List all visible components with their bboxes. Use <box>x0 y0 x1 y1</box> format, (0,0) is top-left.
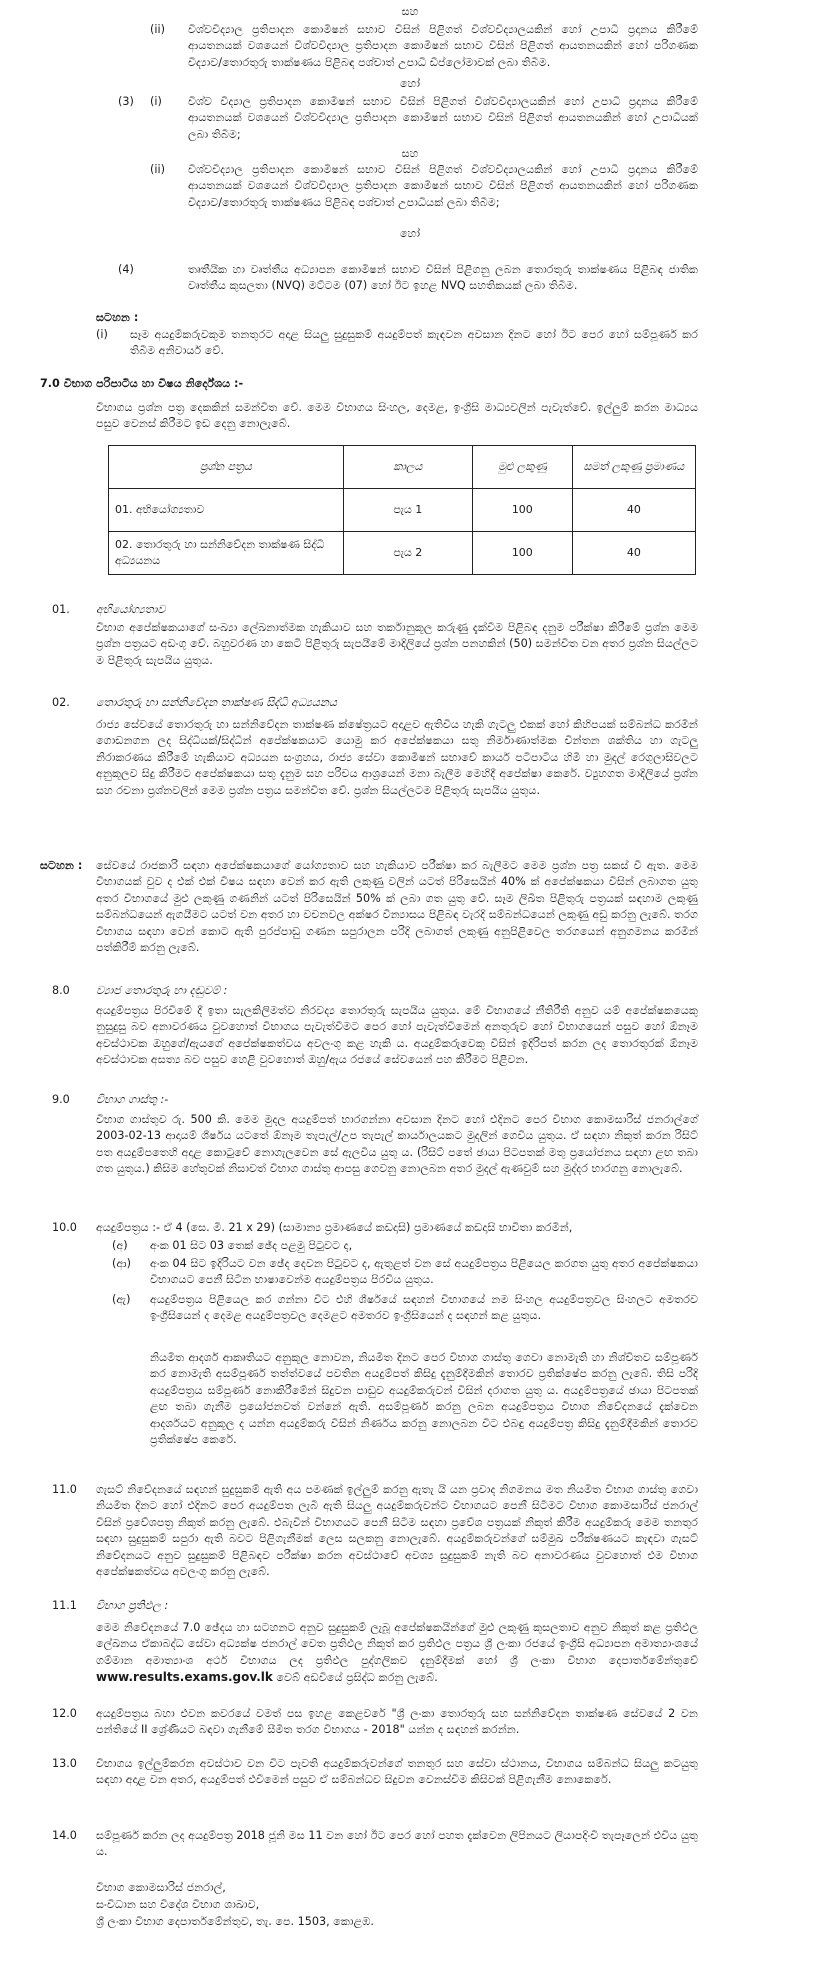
qualification-text: විශ්වවිද්‍යාල ප්‍රතිපාදන කොමිෂන් සභාව විසින් පිළිගත් විශ්වවිද්‍යාලයකින් හෝ උපාධි ප්‍රදානය කිරීමේ ආයතනයක් වශයෙන් විශ්වවිද්‍යාල ප්‍රතිපාදන කොමිෂන් සභාව විසින් පිළිගත් ආයතනයකින් හෝ පරිගණක විද්‍යාව/තොරතුරු තාක්ෂණය පිළිබඳ පශ්චාත් උපාධියක් ලබා තිබීම; <box>188 163 698 209</box>
section-number: 11.0 <box>52 1483 77 1496</box>
section-intro: විභාගය ප්‍රශ්න පත්‍ර දෙකකින් සමන්විත වේ. මෙම විභාගය සිංහල, දෙමළ, ඉංග්‍රීසි මාධ්‍යවලින් පැවැත්වේ. ඉල්ලුම් කරන මාධ්‍යය පසුව වෙනස් කිරීමට ඉඩ දෙනු නොලැබේ. <box>96 401 698 431</box>
table-header: කාලය <box>343 446 472 489</box>
section-title: විභාග ප්‍රතිඵල : <box>96 1599 169 1612</box>
item-number: (ඇ) <box>112 1293 131 1306</box>
note-label: සටහන : <box>96 311 139 324</box>
section-number: 14.0 <box>52 1829 77 1842</box>
item-text: අංක 04 සිට ඉදිරියට වන ඡේද දෙවන පිටුවට ද, ඇතුළත් වන සේ අයදුම්පත්‍රය පිළියෙල කරගත යුතු අතර අපේක්ෂකයා විභාගයට පෙනී සිටින භාෂාවෙන්ම අයදුම්පත්‍රය පිරවිය යුතුය. <box>150 1257 698 1287</box>
and-separator: සහ <box>401 147 419 160</box>
item-number: (ii) <box>150 23 165 36</box>
paper-title: අභියෝග්‍යතාව <box>96 603 166 616</box>
qualification-text: තෘතීයික හා වෘත්තීය අධ්‍යාපන කොමිෂන් සභාව විසින් පිළිගනු ලබන තොරතුරු තාක්ෂණය පිළිබඳ ජාතික වෘත්තීය කුසලතා (NVQ) මට්ටම (07) හෝ ඊට ඉහළ NVQ සහතිකයක් ලබා තිබීම. <box>188 263 698 293</box>
section-text: ගැසට් නිවේදනයේ සඳහන් සුදුසුකම් ඇති අය පමණක් ඉල්ලුම් කරනු ඇතැ යි යන ප්‍රවාද නිගමනය මත නියමිත විභාග ගාස්තු ගෙවා නියමිත දිනට හෝ එදිනට පෙර අයදුම්පත ලැබී ඇති සියලු අයදුම්කරුවන්ට විභාගයට පෙනී සිටීමට විභාග කොමසාරිස් ජනරාල් විසින් ප්‍රවේශපත්‍ර නිකුත් කරනු ලැබේ. එබැවින් විභාගයට පෙනී සිටීම සඳහා ප්‍රවේශ පත්‍රයක් නිකුත් කිරීම අයදුම්කරු මෙම තනතුර සඳහා සුදුසුකම් සපුරා ඇති බවට පිළිගැනීමක් ලෙස සලකනු නොලැබේ. අයදුම්කරුවන්ගේ සම්මුඛ පරීක්ෂණයට කැඳවා ගැසට් නිවේදනයට අනුව සුදුසුකම් පිළිබඳව පරීක්ෂා කරන අවස්ථාවේ අවශ්‍ය සුදුසුකම් නැති බව අනාවරණය වුවහොත් එම විභාග අපේක්ෂකත්වය අවලංගු කරනු ලැබේ. <box>96 1483 698 1579</box>
item-text: අයදුම්පත්‍රය පිළියෙල කර ගන්නා විට එහි ශීර්ෂයේ සඳහන් විභාගයේ නම සිංහල අයදුම්පත්‍රවල සිංහලට අමතරව ඉංග්‍රීසියෙන් ද දෙමළ අයදුම්පත්‍රවල දෙමළට අමතරව ඉංග්‍රීසියෙන් ද සඳහන් කළ යුතුය. <box>150 1293 698 1323</box>
item-number: (3) <box>118 95 134 108</box>
item-number: (අ) <box>112 1239 128 1252</box>
table-header: සමත් ලකුණු ප්‍රමාණය <box>572 446 695 489</box>
address-line: සංවිධාන සහ විදේශ විභාග ශාඛාව, <box>96 1898 260 1911</box>
item-number: (i) <box>96 328 108 341</box>
paper-title: තොරතුරු හා සන්නිවේදන තාක්ෂණ සිද්ධි අධ්‍යයනය <box>96 696 337 709</box>
exam-structure-table <box>108 445 696 575</box>
section-text <box>96 1620 698 1687</box>
section-number: 8.0 <box>52 984 70 997</box>
item-number: (i) <box>150 95 162 108</box>
or-separator: හෝ <box>399 77 421 90</box>
item-number: (ආ) <box>112 1257 132 1270</box>
table-row <box>109 532 696 575</box>
address-line: විභාග කොමසාරිස් ජනරාල්, <box>96 1881 226 1894</box>
section-text: විභාගය ඉල්ලුම්කරන අවස්ථාව වන විට පැවති අයදුම්කරුවන්ගේ තනතුර සහ සේවා ස්ථානය, විභාගය සම්බන්ධ සියලු කටයුතු සඳහා අදාළ වන අතර, අයදුම්පත් එවීමෙන් පසුව ඒ සම්බන්ධව සිදුවන වෙනස්වීම කිසිවක් පිළිගැනීම නොකෙරේ. <box>96 1757 698 1787</box>
paper-number: 01. <box>52 603 70 616</box>
section-text: අයදුම්පත්‍රය බහා එවන කවරයේ වමත් පස ඉහළ කෙළවරේ "ශ්‍රී ලංකා තොරතුරු සහ සන්නිවේදන තාක්ෂණ සේවයේ 2 වන පන්තියේ II ශ්‍රේණියට බඳවා ගැනීමේ සීමිත තරග විභාගය - 2018" යන්න ද සඳහන් කරන්න. <box>96 1707 698 1737</box>
note-label: සටහන : <box>40 859 83 872</box>
paper-name: 02. තොරතුරු හා සන්නිවේදන තාක්ෂණ සිද්ධි අධ්‍යයනය <box>109 532 344 575</box>
paper-total: 100 <box>472 489 572 532</box>
table-header-row <box>109 446 696 489</box>
paper-name: 01. අභියෝග්‍යතාව <box>109 489 344 532</box>
section-number: 9.0 <box>52 1093 70 1106</box>
section-intro: අයදුම්පත්‍රය :- ඒ 4 (සෙ. මී. 21 x 29) (සාමාන්‍ය ප්‍රමාණයේ කඩදාසි) ප්‍රමාණයේ කඩදාසි භාවිතා කරමින්, <box>96 1221 573 1234</box>
item-number: (ii) <box>150 163 165 176</box>
paper-pass: 40 <box>572 489 695 532</box>
results-url-link[interactable]: www.results.exams.gov.lk <box>96 1670 273 1685</box>
table-header: මුළු ලකුණු <box>472 446 572 489</box>
section-number: 10.0 <box>52 1221 77 1234</box>
item-number: (4) <box>118 263 134 276</box>
section-number: 11.1 <box>52 1599 77 1612</box>
section-text: විභාග ගාස්තුව රු. 500 කි. මෙම මුදල අයදුම්පත් භාරගන්නා අවසාන දිනට හෝ එදිනට පෙර විභාග කොමසාරිස් ජනරාල්ගේ 2003-02-13 ආදායම් ශීර්ෂය යටතේ ඕනෑම තැපැල්/උප තැපැල් කාර්යාලයකට මුදලින් ගෙවිය යුතුය. ඒ සඳහා නිකුත් කරන රිසිට් පත අයදුම්පතෙහි අදාළ කොටුවේ නොගැලවෙන සේ ඇලවිය යුතු ය. (රිසිට් පතේ ඡායා පිටපතක් මතු ප්‍රයෝජනය සඳහා ළඟ තබා ගත යුතුය.) කිසිම හේතුවක් නිසාවත් විභාග ගාස්තු ආපසු ගෙවනු නොලබන අතර මුදල් ඇණවුම් සහ මුද්දර භාරගනු නොලැබේ. <box>96 1113 698 1176</box>
address-line: ශ්‍රී ලංකා විභාග දෙපාර්තමේන්තුව, තැ. පෙ. 1503, කොළඹ. <box>96 1915 374 1928</box>
paper-description: රාජ්‍ය සේවයේ තොරතුරු හා සන්නිවේදන තාක්ෂණ ක්ෂේත්‍රයට අදාළව ඇතිවිය හැකි ගැටලු එකක් හෝ කිහිපයක් සම්බන්ධ කරමින් ගොඩනගන ලද සිද්ධියක්/සිද්ධීන් අපේක්ෂකයාට යොමු කර අපේක්ෂකයා සතු නිර්මාණාත්මක චින්තන ශක්තිය හා ගැටලු නිරාකරණය කිරීමේ හැකියාව අධ්‍යයන සංග්‍රහය, රාජ්‍ය සේවා කොමිෂන් සභාවේ කාර්ය පටිපාටිය හිමි හා මුදල් රෙගුලාසිවලට අනුකූලව සිදු කිරීමට අපේක්ෂකයා සතු දැනුම සහ පරිචය ආශ්‍රයෙන් මනා බැලීම මෙහිදී අපේක්ෂා කෙරේ. ව්‍යුහගත මාදිලියේ ප්‍රශ්න සහ රචනා ප්‍රශ්නවලින් මෙම ප්‍රශ්න පත්‍රය සමන්විත වේ. ප්‍රශ්න සියල්ලටම පිළිතුරු සැපයිය යුතුය. <box>96 718 698 797</box>
section-title: විභාග ගාස්තු :- <box>96 1093 169 1106</box>
table-header: ප්‍රශ්න පත්‍රය <box>109 446 344 489</box>
qualification-text: විශ්ව විද්‍යාල ප්‍රතිපාදන කොමිෂන් සභාව විසින් පිළිගත් විශ්වවිද්‍යාලයකින් හෝ උපාධි ප්‍රදානය කිරීමේ ආයතනයක් වශයෙන් විශ්වවිද්‍යාල ප්‍රතිපාදන කොමිෂන් සභාව විසින් පිළිගත් ආයතනයකින් හෝ උපාධියක් ලබා තිබීම; <box>188 95 698 141</box>
note-text: සෑම අයදුම්කරුවකුම තනතුරට අදාළ සියලු සුදුසුකම් අයදුම්පත් කැඳවන අවසාන දිනට හෝ ඊට පෙර හෝ සම්පූර්ණ කර තිබීම අනිවාර්ය වේ. <box>130 328 698 358</box>
section-number: 12.0 <box>52 1707 77 1720</box>
item-text: අංක 01 සිට 03 තෙක් ඡේද පළමු පිටුවට ද, <box>150 1239 353 1252</box>
results-text: මෙම නිවේදනයේ 7.0 ඡේදය හා සටහනට අනුව සුදුසුකම් ලැබූ අපේක්ෂකයින්ගේ මුළු ලකුණු කුසලතාව අනුව නිකුත් කළ ප්‍රතිඵල ලේඛනය ඒකාබද්ධ සේවා අධ්‍යක්ෂ ජනරාල් වෙත ප්‍රතිඵල නිකුත් කර ප්‍රතිඵල පත්‍රය ශ්‍රී ලංකා රජයේ ඉංග්‍රීසි අධ්‍යාපන අමාත්‍යාංශයේ ගම්මාන අමාත්‍යාංශ අර්ථ විභාගය ලද ප්‍රතිඵල පුද්ගලිකව දැනුම්දීමක් හෝ ශ්‍රී ලංකා විභාග දෙපාර්තමේන්තුවේ <box>96 1621 698 1667</box>
section-number: 13.0 <box>52 1757 77 1770</box>
paper-number: 02. <box>52 696 70 709</box>
results-text: වෙබ් අඩවියේ ප්‍රසිද්ධ කරනු ලැබේ. <box>276 1671 438 1685</box>
or-separator: හෝ <box>399 227 421 240</box>
section-title: ව්‍යාජ තොරතුරු හා දඬුවම් : <box>96 984 228 997</box>
section-text: අයදුම්පත්‍රය පිරවීමේ දී ඉතා සැලකිලිමත්ව නිරවද්‍ය තොරතුරු සැපයිය යුතුය. මේ විභාගයේ නීතිරීති අනුව යම් අපේක්ෂකයෙකු නුසුදුසු බව අනාවරණය වුවහොත් විභාගය පැවැත්වීමට පෙර හෝ පැවැත්වීමෙන් අනතුරුව හෝ විභාගයෙන් පසුව හෝ ඕනෑම අවස්ථාවක ඔහුගේ/ඇයගේ අපේක්ෂකත්වය අවලංගු කළ හැකි ය. අයදුම්කරුවෙකු විසින් ඉදිරිපත් කරන ලද තොරතුරක් ඕනෑම අවස්ථාවක අසත්‍ය බව පසුව හෙළි වුවහොත් ඔහු/ඇය රජයේ සේවයෙන් පහ කිරීමට පිළිවන. <box>96 1004 698 1067</box>
qualification-text: විශ්වවිද්‍යාල ප්‍රතිපාදන කොමිෂන් සභාව විසින් පිළිගත් විශ්වවිද්‍යාලයකින් හෝ උපාධි ප්‍රදානය කිරීමේ ආයතනයක් වශයෙන් විශ්වවිද්‍යාල ප්‍රතිපාදන කොමිෂන් සභාව විසින් පිළිගත් ආයතනයකින් හෝ පරිගණක විද්‍යාව/තොරතුරු තාක්ෂණය පිළිබඳ පශ්චාත් උපාධි ඩිප්ලෝමාවක් ලබා තිබීම. <box>188 23 698 69</box>
paper-time: පැය 1 <box>343 489 472 532</box>
section-heading: 7.0 විභාග පරිපාටිය හා විෂය නිර්දේශය :- <box>40 377 244 390</box>
section-text: නියමිත ආදර්ශ ආකෘතියට අනුකූල නොවන, නියමිත දිනට පෙර විභාග ගාස්තු ගෙවා නොමැති හා නිශ්චිතව සම්පූර්ණ කර නොමැති අසම්පූර්ණ තත්ත්වයේ පවතින අයදුම්පත් කිසිදු දැනුම්දීමකින් තොරව ප්‍රතික්ෂේප කරනු ලැබේ. තිසි පරිදි අයදුම්පත්‍රය සම්පූර්ණ නොකිරීමේන් සිදුවන පාඩුව අයදුම්කරුවන් විසින් දරාගත යුතු ය. අයදුම්පත්‍රයේ ඡායා පිටපතක් ළඟ තබා ගැනීම ප්‍රයෝජනවත් වන්නේ ඇති. අසම්පූර්ණ කරනු ලබන අයදුම්පත්‍රය විභාග නිවේදනයේ දැක්වෙන ආදර්ශයට අනුකූල ද යන්න අයදුම්කරු විසින් නිර්ණය කරනු නොලබන විට එබඳු අයදුම්පත්‍ර කිසිදු දැනුම්දීමකින් තොරව ප්‍රතික්ෂේප කෙරේ. <box>150 1351 698 1447</box>
paper-pass: 40 <box>572 532 695 575</box>
paper-description: විභාග අපේක්ෂකයාගේ සංඛ්‍යා ලේඛනාත්මක හැකියාව සහ තර්කානුකූල කරුණු දැක්වීම පිළිබඳ දනුම පරීක්ෂා කිරීමේ ප්‍රශ්න මෙම ප්‍රශ්න පත්‍රයට අඩංගු වේ. බහුවරණ හා කෙටි පිළිතුරු සැපයීමේ මාදිලියේ ප්‍රශ්න පනහකින් (50) සමන්විත වන අතර ප්‍රශ්න සියල්ලට ම පිළිතුරු සැපයිය යුතුය. <box>96 621 698 667</box>
and-separator: සහ <box>401 5 419 18</box>
section-text: සම්පූර්ණ කරන ලද අයදුම්පත්‍ර 2018 ජූනි මස 11 වන හෝ ඊට පෙර හෝ පහත දැක්වෙන ලිපිනයට ලියාපදිංචි තැපෑලෙන් එවිය යුතු ය. <box>96 1829 698 1859</box>
note-text: සේවයේ රාජකාරි සඳහා අපේක්ෂකයාගේ යෝග්‍යතාව සහ හැකියාව පරීක්ෂා කර බැලීමට මෙම ප්‍රශ්න පත්‍ර සකස් වී ඇත. මෙම විභාගයක් වුව ද එක් එක් විෂය සඳහා වෙන් කර ඇති ලකුණු වලින් යටත් පිරිසෙයින් 40% ක් අපේක්ෂකයා විසින් ලබාගත යුතු අතර විභාගයේ මුළු ලකුණු ගණනින් යටත් පිරිසෙයින් 50% ක් ලබා ගත යුතු වේ. සෑම ලිඛිත පිළිතුරු පත්‍රයක් සඳහාම ලකුණු සම්බන්ධයෙන් ඇගයීමට යටත් වන අතර හා වචනවල අක්ෂර වින්‍යාසය පිළිබඳ වැරදි සම්බන්ධයෙන් ලකුණු අඩු කරනු ලැබේ. තරග විභාගය සඳහා වෙන් කොට ඇති පුරප්පාඩු ගණන සපුරාලන පරිදි ලබාගත් ලකුණු අනුපිළිවෙල තරගයෙන් අනුගමනය කරමින් පත්කිරීම් කරනු ලැබේ. <box>96 859 698 955</box>
paper-time: පැය 2 <box>343 532 472 575</box>
table-row <box>109 489 696 532</box>
paper-total: 100 <box>472 532 572 575</box>
